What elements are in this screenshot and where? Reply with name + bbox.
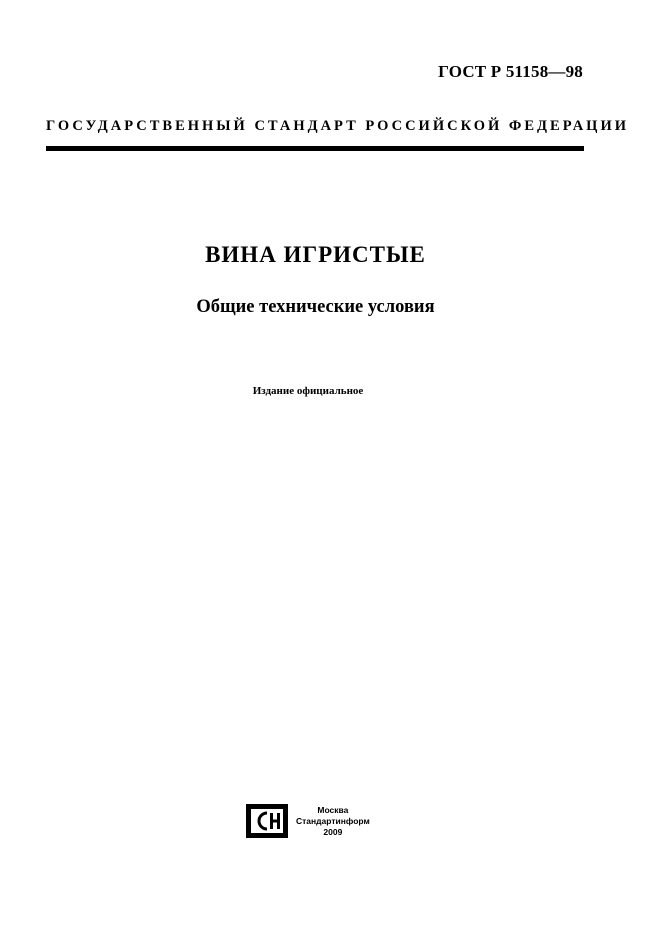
publication-year: 2009	[323, 826, 343, 837]
standartinform-logo-icon	[246, 804, 288, 838]
document-title: ВИНА ИГРИСТЫЕ	[205, 242, 426, 267]
state-standard-heading: ГОСУДАРСТВЕННЫЙ СТАНДАРТ РОССИЙСКОЙ ФЕДЕРАЦИИ	[46, 118, 630, 134]
publisher-city: Москва	[317, 804, 349, 815]
publisher-block	[246, 804, 370, 838]
document-code: ГОСТ Р 51158—98	[438, 62, 583, 81]
publisher-imprint	[296, 805, 370, 838]
edition-note: Издание официальное	[252, 385, 364, 397]
document-subtitle: Общие технические условия	[196, 297, 435, 317]
publisher-name: Стандартинформ	[296, 815, 370, 826]
header-divider	[46, 146, 584, 151]
